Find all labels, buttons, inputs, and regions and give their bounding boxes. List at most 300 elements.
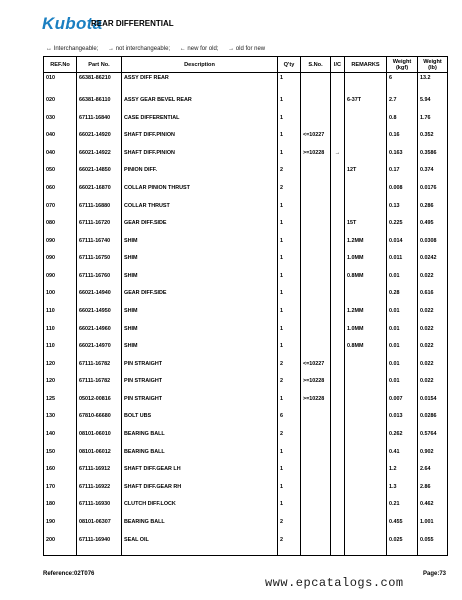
cell-description: SHAFT DIFF.GEAR RH [122, 484, 278, 502]
cell-serial-no: >=10228 [301, 150, 331, 168]
cell-weight-kgf: 0.16 [387, 132, 418, 150]
cell-interchange [331, 466, 345, 484]
filler-cell [418, 554, 448, 555]
cell-part-no: 08101-06010 [77, 431, 122, 449]
cell-weight-kgf: 0.008 [387, 185, 418, 203]
cell-qty: 1 [278, 150, 301, 168]
cell-ref-no: 110 [44, 308, 77, 326]
cell-description: CASE DIFFERENTIAL [122, 115, 278, 133]
filler-cell [44, 554, 77, 555]
cell-ref-no: 090 [44, 273, 77, 291]
cell-qty: 2 [278, 185, 301, 203]
cell-serial-no [301, 273, 331, 291]
cell-weight-kgf: 0.41 [387, 449, 418, 467]
cell-interchange [331, 290, 345, 308]
cell-remarks [345, 185, 387, 203]
table-header-row [44, 57, 448, 73]
table-row [44, 115, 448, 133]
cell-weight-lb: 1.001 [418, 519, 448, 537]
cell-ref-no: 120 [44, 378, 77, 396]
cell-part-no: 67111-16782 [77, 361, 122, 379]
cell-qty: 1 [278, 501, 301, 519]
cell-part-no: 66021-16870 [77, 185, 122, 203]
cell-weight-kgf: 0.21 [387, 501, 418, 519]
cell-part-no: 66021-14920 [77, 132, 122, 150]
col-weight-lb: Weight (lb) [418, 57, 448, 73]
table-row [44, 308, 448, 326]
cell-weight-lb: 0.495 [418, 220, 448, 238]
cell-weight-lb: 0.616 [418, 290, 448, 308]
cell-part-no: 67810-66680 [77, 413, 122, 431]
table-row [44, 484, 448, 502]
cell-part-no: 66021-14970 [77, 343, 122, 361]
legend-not-interchangeable: → not interchangeable; [108, 46, 171, 52]
table-row [44, 273, 448, 291]
cell-interchange [331, 115, 345, 133]
cell-weight-kgf: 0.13 [387, 203, 418, 221]
cell-serial-no [301, 290, 331, 308]
cell-interchange [331, 167, 345, 185]
cell-weight-lb: 0.0242 [418, 255, 448, 273]
cell-description: SHIM [122, 255, 278, 273]
reference-number: Reference:02T076 [43, 571, 95, 577]
cell-description: ASSY GEAR BEVEL REAR [122, 97, 278, 115]
cell-weight-kgf: 0.28 [387, 290, 418, 308]
filler-cell [331, 554, 345, 555]
cell-description: SEAL OIL [122, 537, 278, 555]
cell-qty: 1 [278, 326, 301, 344]
table-row [44, 185, 448, 203]
filler-cell [122, 554, 278, 555]
cell-weight-kgf: 0.025 [387, 537, 418, 555]
cell-weight-kgf: 0.013 [387, 413, 418, 431]
cell-part-no: 67111-16880 [77, 203, 122, 221]
filler-cell [387, 554, 418, 555]
cell-serial-no [301, 519, 331, 537]
cell-serial-no [301, 431, 331, 449]
cell-weight-kgf: 0.163 [387, 150, 418, 168]
cell-interchange [331, 308, 345, 326]
cell-serial-no [301, 220, 331, 238]
cell-interchange [331, 255, 345, 273]
cell-qty: 1 [278, 484, 301, 502]
table-row [44, 466, 448, 484]
cell-serial-no [301, 466, 331, 484]
cell-weight-kgf: 0.01 [387, 378, 418, 396]
cell-remarks [345, 466, 387, 484]
cell-ref-no: 125 [44, 396, 77, 414]
cell-remarks [345, 501, 387, 519]
cell-ref-no: 150 [44, 449, 77, 467]
cell-ref-no: 060 [44, 185, 77, 203]
cell-qty: 2 [278, 378, 301, 396]
page-number: Page:73 [422, 571, 446, 577]
cell-description: SHIM [122, 326, 278, 344]
cell-weight-lb: 0.0308 [418, 238, 448, 256]
table-row [44, 290, 448, 308]
table-row [44, 97, 448, 115]
cell-ref-no: 180 [44, 501, 77, 519]
cell-weight-kgf: 0.01 [387, 326, 418, 344]
cell-ref-no: 020 [44, 97, 77, 115]
table-row [44, 150, 448, 168]
cell-serial-no [301, 484, 331, 502]
cell-description: COLLAR THRUST [122, 203, 278, 221]
table-row [44, 132, 448, 150]
table-row [44, 220, 448, 238]
cell-weight-kgf: 0.455 [387, 519, 418, 537]
cell-qty: 2 [278, 361, 301, 379]
cell-weight-kgf: 1.3 [387, 484, 418, 502]
cell-weight-kgf: 0.01 [387, 308, 418, 326]
cell-serial-no [301, 73, 331, 98]
cell-ref-no: 130 [44, 413, 77, 431]
cell-serial-no [301, 308, 331, 326]
cell-qty: 1 [278, 396, 301, 414]
cell-remarks [345, 115, 387, 133]
cell-remarks: 1.2MM [345, 308, 387, 326]
cell-qty: 1 [278, 73, 301, 98]
cell-interchange [331, 378, 345, 396]
table-row [44, 73, 448, 98]
cell-serial-no [301, 115, 331, 133]
cell-serial-no [301, 255, 331, 273]
cell-weight-kgf: 6 [387, 73, 418, 98]
table-row [44, 413, 448, 431]
cell-qty: 1 [278, 449, 301, 467]
cell-description: ASSY DIFF REAR [122, 73, 278, 98]
cell-ref-no: 070 [44, 203, 77, 221]
cell-qty: 1 [278, 273, 301, 291]
cell-qty: 1 [278, 238, 301, 256]
cell-interchange [331, 396, 345, 414]
cell-remarks [345, 431, 387, 449]
cell-ref-no: 080 [44, 220, 77, 238]
cell-weight-lb: 0.022 [418, 361, 448, 379]
cell-interchange [331, 449, 345, 467]
cell-part-no: 67111-16720 [77, 220, 122, 238]
cell-serial-no [301, 238, 331, 256]
cell-weight-lb: 0.0176 [418, 185, 448, 203]
cell-serial-no [301, 449, 331, 467]
table-row [44, 378, 448, 396]
cell-weight-lb: 0.022 [418, 326, 448, 344]
cell-weight-lb: 2.64 [418, 466, 448, 484]
cell-interchange [331, 484, 345, 502]
cell-ref-no: 200 [44, 537, 77, 555]
table-row [44, 238, 448, 256]
table-filler-row [44, 554, 448, 555]
cell-ref-no: 160 [44, 466, 77, 484]
cell-remarks: 1.0MM [345, 255, 387, 273]
cell-interchange [331, 97, 345, 115]
cell-serial-no [301, 501, 331, 519]
cell-remarks: 1.0MM [345, 326, 387, 344]
cell-weight-lb: 0.022 [418, 273, 448, 291]
cell-serial-no [301, 203, 331, 221]
cell-part-no: 05012-00816 [77, 396, 122, 414]
cell-part-no: 66021-14960 [77, 326, 122, 344]
cell-weight-lb: 0.0154 [418, 396, 448, 414]
cell-part-no: 67111-16940 [77, 537, 122, 555]
cell-weight-lb: 0.462 [418, 501, 448, 519]
cell-description: PIN STRAIGHT [122, 396, 278, 414]
cell-weight-kgf: 0.014 [387, 238, 418, 256]
cell-interchange [331, 431, 345, 449]
col-ref-no: REF.No [44, 57, 77, 73]
col-part-no: Part No. [77, 57, 122, 73]
cell-serial-no [301, 167, 331, 185]
cell-interchange [331, 203, 345, 221]
cell-weight-lb: 5.94 [418, 97, 448, 115]
cell-weight-kgf: 0.262 [387, 431, 418, 449]
cell-remarks: 6-37T [345, 97, 387, 115]
cell-ref-no: 090 [44, 238, 77, 256]
cell-weight-lb: 2.86 [418, 484, 448, 502]
table-row [44, 431, 448, 449]
table-row [44, 203, 448, 221]
cell-description: BEARING BALL [122, 519, 278, 537]
filler-cell [301, 554, 331, 555]
cell-qty: 1 [278, 220, 301, 238]
cell-part-no: 08101-06012 [77, 449, 122, 467]
cell-interchange [331, 537, 345, 555]
cell-weight-kgf: 0.01 [387, 361, 418, 379]
cell-remarks [345, 413, 387, 431]
cell-remarks [345, 537, 387, 555]
cell-ref-no: 030 [44, 115, 77, 133]
cell-interchange [331, 519, 345, 537]
cell-remarks [345, 396, 387, 414]
table-row [44, 449, 448, 467]
cell-weight-lb: 0.902 [418, 449, 448, 467]
cell-serial-no: <=10227 [301, 361, 331, 379]
cell-interchange: → [331, 150, 345, 168]
cell-qty: 1 [278, 132, 301, 150]
cell-weight-kgf: 1.2 [387, 466, 418, 484]
cell-qty: 1 [278, 343, 301, 361]
cell-qty: 1 [278, 255, 301, 273]
cell-weight-kgf: 0.01 [387, 273, 418, 291]
col-remarks: REMARKS [345, 57, 387, 73]
cell-weight-lb: 0.3586 [418, 150, 448, 168]
cell-ref-no: 010 [44, 73, 77, 98]
cell-interchange [331, 238, 345, 256]
cell-weight-lb: 0.022 [418, 378, 448, 396]
cell-part-no: 08101-06307 [77, 519, 122, 537]
cell-weight-kgf: 0.225 [387, 220, 418, 238]
cell-ref-no: 110 [44, 326, 77, 344]
cell-description: GEAR DIFF.SIDE [122, 290, 278, 308]
cell-remarks [345, 73, 387, 98]
cell-serial-no: <=10227 [301, 132, 331, 150]
legend-interchangeable: ↔ Interchangeable; [46, 46, 99, 52]
cell-qty: 2 [278, 167, 301, 185]
cell-remarks [345, 150, 387, 168]
cell-description: COLLAR PINION THRUST [122, 185, 278, 203]
cell-description: SHAFT DIFF.PINION [122, 150, 278, 168]
col-qty: Q'ty [278, 57, 301, 73]
cell-interchange [331, 73, 345, 98]
filler-cell [77, 554, 122, 555]
table-row [44, 326, 448, 344]
table-row [44, 167, 448, 185]
cell-qty: 1 [278, 290, 301, 308]
cell-weight-lb: 0.374 [418, 167, 448, 185]
legend-new-for-old: ← new for old; [179, 46, 219, 52]
parts-table [43, 56, 448, 556]
table-row [44, 537, 448, 555]
cell-description: BEARING BALL [122, 449, 278, 467]
cell-remarks: 1.2MM [345, 238, 387, 256]
cell-remarks: 0.8MM [345, 343, 387, 361]
cell-weight-kgf: 0.8 [387, 115, 418, 133]
cell-weight-lb: 0.352 [418, 132, 448, 150]
cell-remarks [345, 519, 387, 537]
cell-interchange [331, 361, 345, 379]
col-serial-no: S.No. [301, 57, 331, 73]
cell-interchange [331, 273, 345, 291]
cell-description: GEAR DIFF.SIDE [122, 220, 278, 238]
cell-description: SHIM [122, 308, 278, 326]
cell-description: SHAFT DIFF.PINION [122, 132, 278, 150]
cell-remarks [345, 132, 387, 150]
cell-serial-no [301, 343, 331, 361]
cell-description: BEARING BALL [122, 431, 278, 449]
cell-part-no: 67111-16912 [77, 466, 122, 484]
cell-ref-no: 100 [44, 290, 77, 308]
cell-description: CLUTCH DIFF.LOCK [122, 501, 278, 519]
cell-interchange [331, 343, 345, 361]
cell-serial-no: >=10228 [301, 378, 331, 396]
cell-weight-lb: 0.022 [418, 343, 448, 361]
cell-description: SHAFT DIFF.GEAR LH [122, 466, 278, 484]
cell-qty: 2 [278, 519, 301, 537]
cell-part-no: 66021-14950 [77, 308, 122, 326]
cell-qty: 6 [278, 413, 301, 431]
cell-ref-no: 140 [44, 431, 77, 449]
cell-description: SHIM [122, 273, 278, 291]
table-row [44, 343, 448, 361]
cell-serial-no [301, 326, 331, 344]
cell-qty: 1 [278, 115, 301, 133]
cell-remarks: 12T [345, 167, 387, 185]
cell-remarks: 15T [345, 220, 387, 238]
cell-interchange [331, 413, 345, 431]
cell-part-no: 66381-86210 [77, 73, 122, 98]
cell-qty: 1 [278, 203, 301, 221]
cell-remarks [345, 290, 387, 308]
cell-ref-no: 040 [44, 132, 77, 150]
legend-old-for-new: → old for new [228, 46, 266, 52]
cell-remarks: 0.8MM [345, 273, 387, 291]
cell-ref-no: 170 [44, 484, 77, 502]
col-description: Description [122, 57, 278, 73]
cell-weight-kgf: 0.011 [387, 255, 418, 273]
cell-part-no: 67111-16840 [77, 115, 122, 133]
cell-description: BOLT UBS [122, 413, 278, 431]
cell-ref-no: 120 [44, 361, 77, 379]
cell-ref-no: 050 [44, 167, 77, 185]
table-row [44, 519, 448, 537]
cell-interchange [331, 501, 345, 519]
cell-remarks [345, 449, 387, 467]
table-row [44, 255, 448, 273]
cell-interchange [331, 220, 345, 238]
cell-qty: 2 [278, 431, 301, 449]
filler-cell [278, 554, 301, 555]
cell-part-no: 67111-16760 [77, 273, 122, 291]
cell-serial-no: >=10228 [301, 396, 331, 414]
cell-description: PIN STRAIGHT [122, 378, 278, 396]
cell-description: PINION DIFF. [122, 167, 278, 185]
cell-weight-lb: 13.2 [418, 73, 448, 98]
interchange-legend [46, 46, 273, 52]
cell-weight-kgf: 0.17 [387, 167, 418, 185]
cell-qty: 1 [278, 466, 301, 484]
col-interchange: I/C [331, 57, 345, 73]
table-row [44, 396, 448, 414]
cell-serial-no [301, 537, 331, 555]
cell-remarks [345, 203, 387, 221]
cell-part-no: 66021-14850 [77, 167, 122, 185]
cell-remarks [345, 378, 387, 396]
cell-weight-lb: 0.0286 [418, 413, 448, 431]
cell-weight-lb: 0.5764 [418, 431, 448, 449]
cell-weight-lb: 0.286 [418, 203, 448, 221]
cell-ref-no: 090 [44, 255, 77, 273]
cell-remarks [345, 361, 387, 379]
cell-part-no: 67111-16740 [77, 238, 122, 256]
cell-weight-lb: 1.76 [418, 115, 448, 133]
cell-ref-no: 110 [44, 343, 77, 361]
cell-serial-no [301, 185, 331, 203]
cell-weight-kgf: 0.01 [387, 343, 418, 361]
cell-part-no: 66021-14922 [77, 150, 122, 168]
cell-interchange [331, 326, 345, 344]
cell-interchange [331, 185, 345, 203]
table-row [44, 361, 448, 379]
cell-weight-lb: 0.022 [418, 308, 448, 326]
cell-weight-lb: 0.055 [418, 537, 448, 555]
cell-part-no: 67111-16922 [77, 484, 122, 502]
cell-interchange [331, 132, 345, 150]
table-row [44, 501, 448, 519]
cell-remarks [345, 484, 387, 502]
cell-description: PIN STRAIGHT [122, 361, 278, 379]
cell-qty: 1 [278, 308, 301, 326]
cell-qty: 2 [278, 537, 301, 555]
cell-weight-kgf: 0.007 [387, 396, 418, 414]
cell-qty: 1 [278, 97, 301, 115]
cell-ref-no: 190 [44, 519, 77, 537]
cell-description: SHIM [122, 343, 278, 361]
cell-part-no: 66021-14940 [77, 290, 122, 308]
cell-part-no: 67111-16930 [77, 501, 122, 519]
cell-weight-kgf: 2.7 [387, 97, 418, 115]
kubota-logo: Kubota [42, 14, 103, 33]
cell-ref-no: 040 [44, 150, 77, 168]
cell-part-no: 67111-16750 [77, 255, 122, 273]
cell-part-no: 67111-16782 [77, 378, 122, 396]
col-weight-kgf: Weight (kgf) [387, 57, 418, 73]
filler-cell [345, 554, 387, 555]
cell-part-no: 66381-86110 [77, 97, 122, 115]
watermark: www.epcatalogs.com [265, 576, 404, 590]
page-title: REAR DIFFERENTIAL [91, 19, 174, 28]
cell-serial-no [301, 97, 331, 115]
cell-description: SHIM [122, 238, 278, 256]
